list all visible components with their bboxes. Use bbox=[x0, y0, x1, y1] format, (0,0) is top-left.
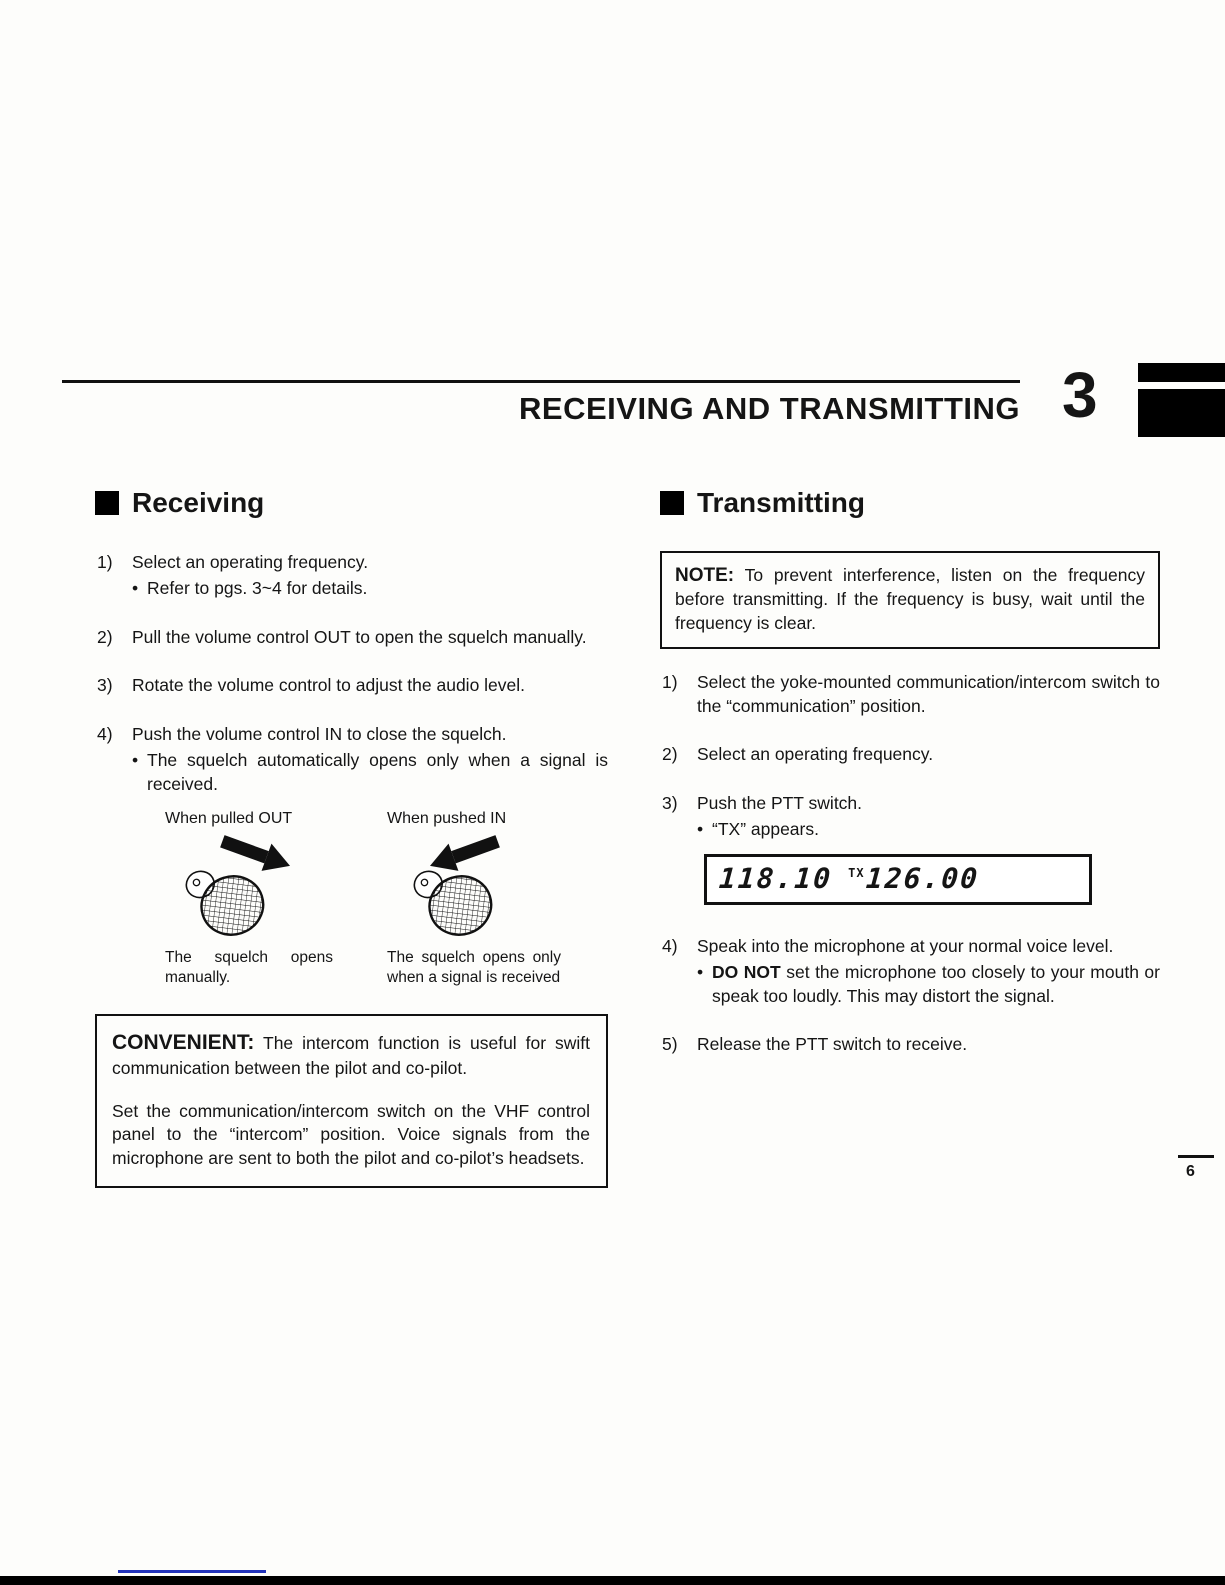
chapter-tab-bar-top bbox=[1138, 363, 1225, 382]
step-text: Select an operating frequency. bbox=[697, 744, 934, 765]
bullet-item bbox=[697, 818, 1160, 841]
step-body bbox=[132, 551, 608, 601]
convenient-title: CONVENIENT: bbox=[112, 1031, 255, 1055]
figure-caption: The squelch opens manually. bbox=[165, 949, 333, 987]
transmitting-step-2 bbox=[660, 743, 1160, 766]
lcd-frequency-display bbox=[704, 854, 1092, 906]
step-text: Select the yoke-mounted communication/intercom switch to the “communication” position. bbox=[697, 672, 1160, 716]
bullet-item bbox=[132, 749, 608, 796]
step-number: 3) bbox=[97, 675, 113, 696]
receiving-step-4 bbox=[95, 723, 608, 796]
header-rule bbox=[62, 380, 1020, 383]
bullet-rest-text: set the microphone too closely to your mouth or speak too loudly. This may distort the signal. bbox=[712, 962, 1160, 1006]
bullet-bold-text: DO NOT bbox=[712, 962, 781, 983]
transmitting-heading-text: Transmitting bbox=[697, 487, 866, 518]
receiving-step-3 bbox=[95, 674, 608, 697]
note-box bbox=[660, 551, 1160, 649]
step-text: Pull the volume control OUT to open the squelch manually. bbox=[132, 626, 587, 647]
knob-figure-pulled-out bbox=[165, 810, 333, 988]
convenient-text-1: The intercom function is useful for swift communication between the pilot and co-pilot. bbox=[112, 1033, 591, 1079]
chapter-number: 3 bbox=[1062, 359, 1098, 431]
square-bullet-icon bbox=[660, 491, 684, 515]
blue-underline bbox=[118, 1570, 266, 1573]
transmitting-step-5 bbox=[660, 1033, 1160, 1056]
receiving-heading-text: Receiving bbox=[132, 487, 265, 518]
bullet-text: “TX” appears. bbox=[712, 819, 819, 840]
bullet-dot-icon bbox=[132, 577, 147, 600]
step-number: 1) bbox=[97, 552, 113, 572]
lcd-right-frequency: 126.00 bbox=[864, 861, 980, 895]
step-body bbox=[697, 671, 1160, 718]
note-text: To prevent interference, listen on the frequency before transmitting. If the frequency is busy, wait until the frequency is clear. bbox=[675, 565, 1145, 633]
step-body bbox=[697, 743, 1160, 766]
step-number: 4) bbox=[662, 936, 678, 957]
receiving-step-1 bbox=[95, 551, 608, 601]
step-body bbox=[132, 723, 608, 796]
bullet-dot-icon bbox=[697, 818, 712, 841]
transmitting-heading bbox=[660, 487, 1160, 519]
step-number: 4) bbox=[97, 723, 113, 744]
page-number: 6 bbox=[1186, 1163, 1195, 1180]
bullet-text: The squelch automatically opens only when a signal is received. bbox=[147, 750, 608, 794]
bottom-scan-bar bbox=[0, 1576, 1225, 1585]
square-bullet-icon bbox=[95, 491, 119, 515]
convenient-box bbox=[95, 1014, 608, 1188]
volume-knob-icon bbox=[405, 852, 505, 948]
bullet-item bbox=[132, 577, 608, 600]
receiving-heading bbox=[95, 487, 608, 519]
convenient-paragraph-1 bbox=[112, 1029, 590, 1081]
step-number: 3) bbox=[662, 792, 678, 813]
step-text: Push the volume control IN to close the squelch. bbox=[132, 723, 507, 744]
receiving-step-2 bbox=[95, 626, 608, 649]
step-number: 1) bbox=[662, 672, 678, 693]
step-text: Push the PTT switch. bbox=[697, 792, 863, 813]
step-body bbox=[132, 626, 608, 649]
knob-figures bbox=[95, 810, 608, 1010]
step-text: Speak into the microphone at your normal voice level. bbox=[697, 936, 1114, 957]
figure-caption: The squelch opens only when a signal is received bbox=[387, 949, 561, 987]
paragraph-gap bbox=[112, 1081, 590, 1100]
figure-art bbox=[387, 830, 561, 948]
volume-knob-icon bbox=[177, 852, 277, 948]
bullet-dot-icon bbox=[697, 961, 712, 1008]
bullet-item bbox=[697, 961, 1160, 1008]
step-text: Release the PTT switch to receive. bbox=[697, 1034, 968, 1055]
transmitting-step-1 bbox=[660, 671, 1160, 718]
convenient-paragraph-2: Set the communication/intercom switch on the VHF control panel to the “intercom” position. Voice signals from the microphone are sent to both the pilot and co-pilot’s headsets. bbox=[112, 1100, 590, 1168]
note-paragraph bbox=[675, 563, 1145, 635]
step-number: 5) bbox=[662, 1034, 678, 1055]
receiving-section bbox=[95, 487, 608, 1188]
figure-label: When pushed IN bbox=[387, 810, 507, 828]
step-body bbox=[132, 674, 608, 697]
note-title: NOTE: bbox=[675, 565, 735, 586]
step-number: 2) bbox=[662, 744, 678, 765]
transmitting-step-4 bbox=[660, 935, 1160, 1008]
step-body bbox=[697, 1033, 1160, 1056]
transmitting-step-3 bbox=[660, 792, 1160, 921]
bullet-text bbox=[712, 961, 1160, 1008]
figure-art bbox=[165, 830, 333, 948]
knob-figure-pushed-in bbox=[387, 810, 561, 988]
step-number: 2) bbox=[97, 626, 113, 647]
page-number-rule bbox=[1178, 1155, 1214, 1158]
chapter-tab-bar-bottom bbox=[1138, 389, 1225, 437]
bullet-dot-icon bbox=[132, 749, 147, 796]
bullet-text: Refer to pgs. 3~4 for details. bbox=[147, 578, 368, 599]
figure-label: When pulled OUT bbox=[165, 810, 293, 828]
step-body bbox=[697, 792, 1160, 921]
step-body bbox=[697, 935, 1160, 1008]
lcd-left-frequency: 118.10 bbox=[717, 861, 834, 895]
page-title: RECEIVING AND TRANSMITTING bbox=[519, 391, 1020, 426]
step-text: Rotate the volume control to adjust the audio level. bbox=[132, 675, 526, 696]
step-text: Select an operating frequency. bbox=[132, 552, 369, 572]
transmitting-section bbox=[660, 487, 1160, 1082]
lcd-tx-indicator: TX bbox=[848, 866, 865, 881]
